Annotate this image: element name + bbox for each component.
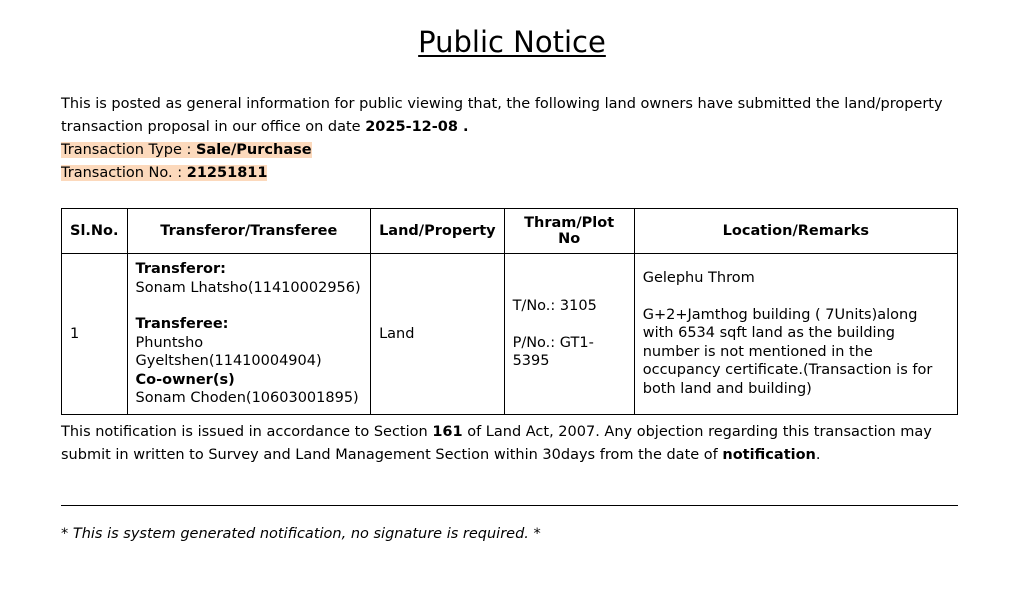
column-header-location-remarks: Location/Remarks — [634, 209, 957, 254]
section-number: 161 — [432, 424, 463, 440]
transaction-no-value: 21251811 — [186, 165, 268, 181]
transferor-label: Transferor: — [135, 261, 226, 277]
remarks: G+2+Jamthog building ( 7Units)along with 6534 sqft land as the building number is not mentioned in the occupancy certificate.(Transaction is for both land and building) — [642, 306, 933, 397]
plot-no: P/No.: GT1-5395 — [512, 334, 594, 369]
cell-land-property: Land — [371, 254, 505, 415]
transaction-no-label: Transaction No. : — [61, 165, 187, 181]
cell-thram-plot — [504, 254, 634, 415]
transaction-no-line — [61, 162, 961, 185]
transaction-type-line — [61, 139, 961, 162]
transaction-type-value: Sale/Purchase — [195, 142, 312, 158]
coowner-label: Co-owner(s) — [135, 371, 235, 388]
submission-date: 2025-12-08 — [365, 119, 458, 135]
intro-section — [61, 93, 961, 185]
coowner-name: Sonam Choden(10603001895) — [135, 390, 359, 406]
legal-notice-paragraph — [61, 421, 961, 467]
column-header-transferor-transferee: Transferor/Transferee — [127, 209, 371, 254]
table-row — [62, 254, 958, 415]
transaction-type-label: Transaction Type : — [61, 142, 196, 158]
legal-text-bold-end: notification — [722, 447, 816, 463]
transferor-name: Sonam Lhatsho(11410002956) — [135, 279, 361, 296]
cell-location-remarks — [634, 254, 957, 415]
table-header-row — [62, 209, 958, 254]
intro-text: This is posted as general information for public viewing that, the following land owners have submitted the land/property transaction proposal in our office on date — [61, 96, 943, 135]
legal-text-before: This notification is issued in accordance to Section — [61, 424, 433, 440]
cell-parties — [127, 254, 371, 415]
transaction-table — [61, 208, 958, 415]
column-header-sl-no: Sl.No. — [62, 209, 128, 254]
legal-text-middle: of Land Act, 2007. Any objection regarding this transaction may submit in written to Survey and Land Management Section within 30days from the date of — [61, 424, 932, 463]
intro-end: . — [457, 119, 469, 135]
transferee-label: Transferee: — [135, 316, 229, 332]
system-note: * This is system generated notification, no signature is required. * — [61, 526, 541, 542]
thram-no: T/No.: 3105 — [512, 298, 597, 314]
intro-paragraph — [61, 93, 961, 139]
cell-sl-no: 1 — [62, 254, 128, 415]
column-header-land-property: Land/Property — [371, 209, 505, 254]
transferee-name-line2: Gyeltshen(11410004904) — [135, 353, 322, 369]
transferee-name-line1: Phuntsho — [135, 334, 204, 351]
column-header-thram-plot: Thram/Plot No — [504, 209, 634, 254]
legal-text-period: . — [815, 447, 821, 463]
page-title: Public Notice — [418, 25, 606, 59]
divider — [61, 505, 958, 506]
location: Gelephu Throm — [642, 270, 755, 287]
